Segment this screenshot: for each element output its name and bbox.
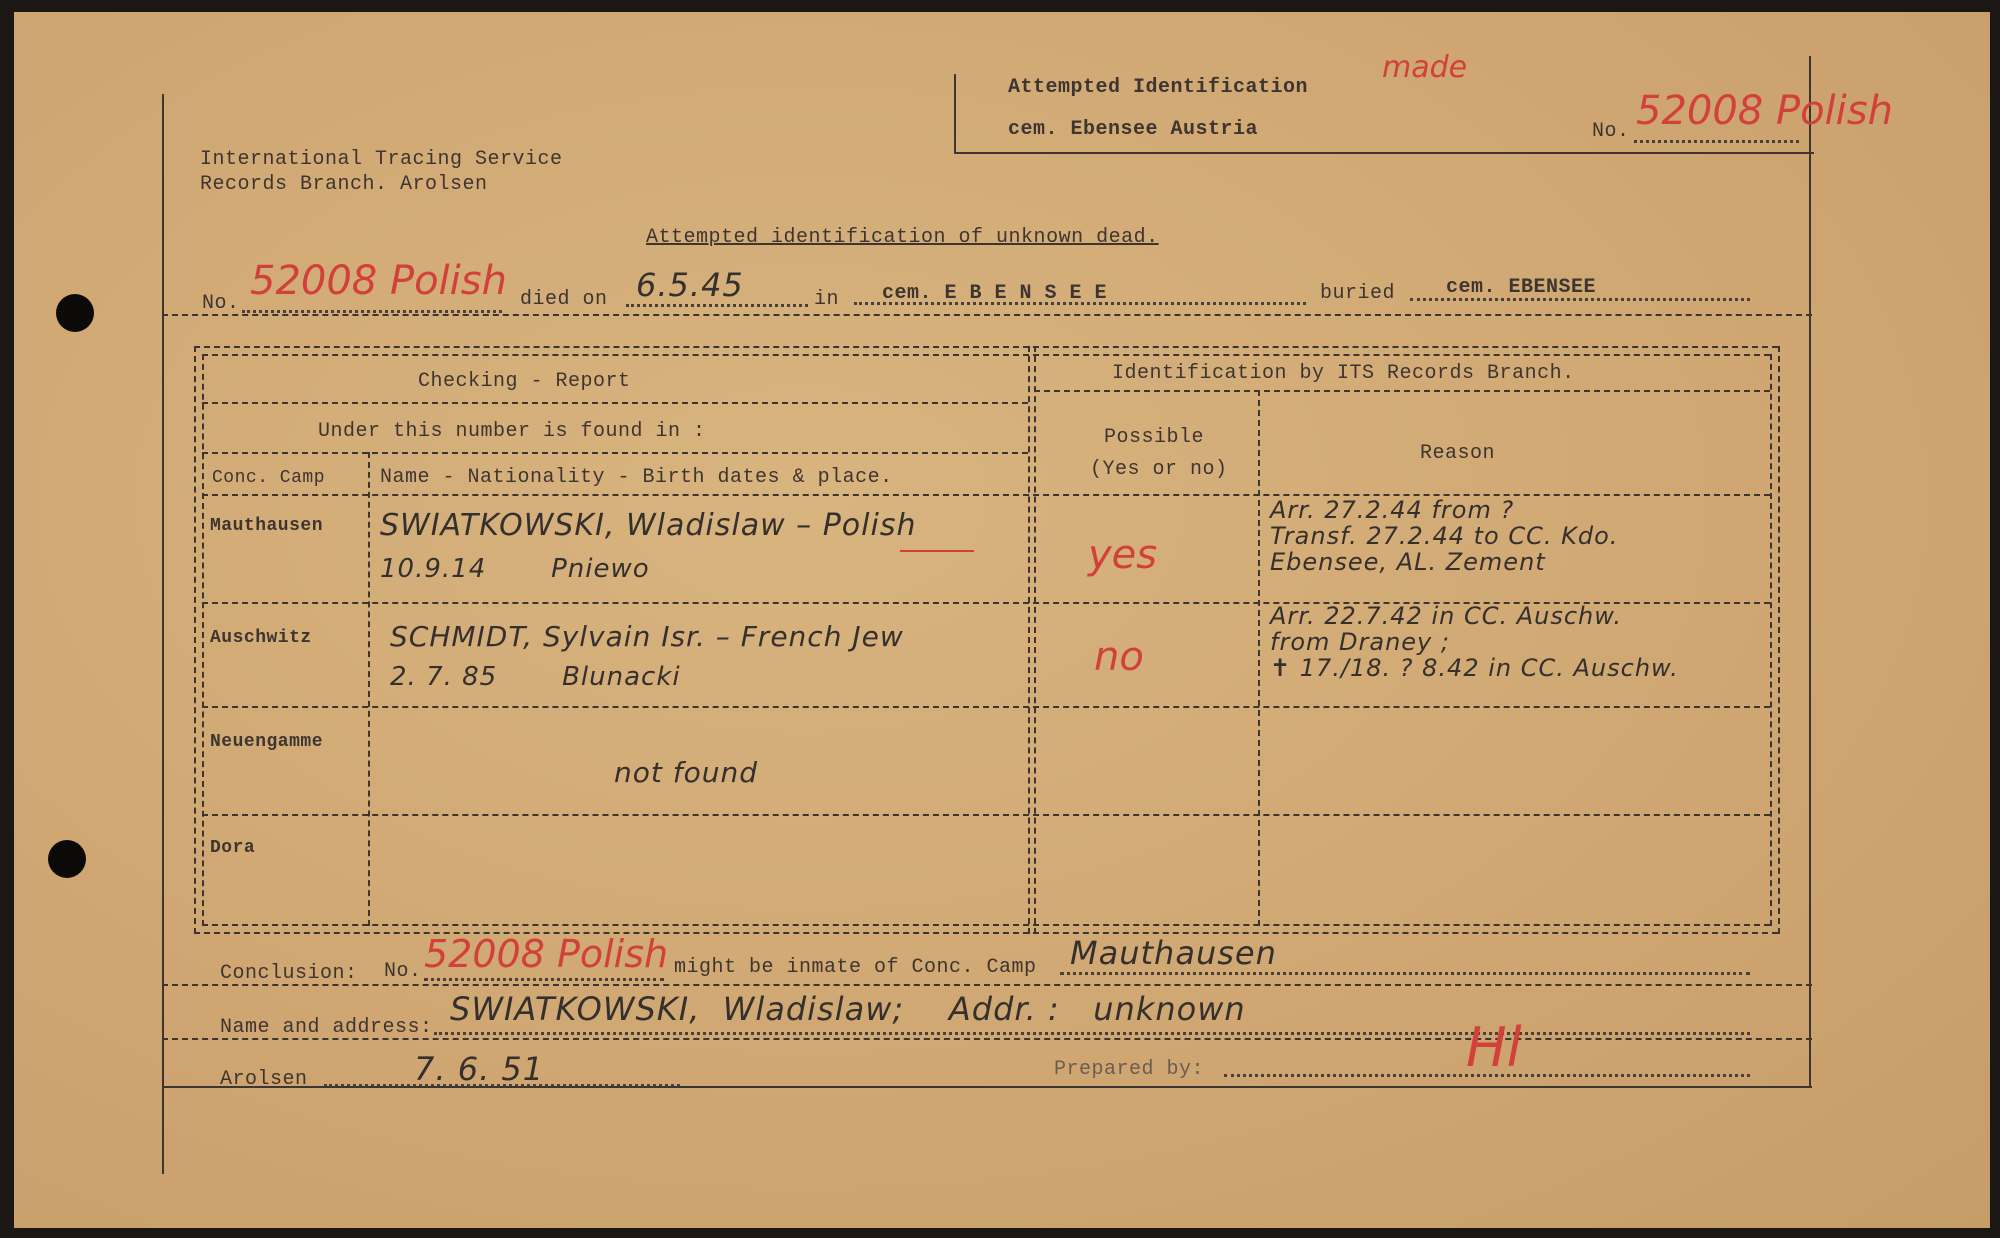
buried-value: cem. EBENSEE: [1446, 276, 1597, 299]
table-top: [194, 346, 1778, 348]
footer-rule: [162, 1086, 1812, 1088]
table-row-reason-3: ✝ 17./18. ? 8.42 in CC. Auschw.: [1270, 654, 1679, 682]
conclusion-no-label: No.: [384, 960, 422, 983]
row-line-ident: [1034, 390, 1770, 392]
died-on-label: died on: [520, 288, 608, 311]
col-possible-header-2: (Yes or no): [1090, 458, 1228, 481]
punch-hole-bottom: [48, 840, 86, 878]
row-line-6: [202, 814, 1770, 816]
table-right-outer: [1778, 346, 1780, 934]
table-bottom: [202, 924, 1770, 926]
table-row-name-line1: SCHMIDT, Sylvain Isr. – French Jew: [390, 620, 904, 653]
row-line-1: [202, 402, 1028, 404]
left-margin-line: [162, 94, 164, 1174]
under-this-number-header: Under this number is found in :: [318, 420, 706, 443]
col-sep-checking: [1028, 346, 1030, 934]
table-left-outer: [194, 346, 196, 934]
checking-report-header: Checking - Report: [418, 370, 631, 393]
table-row-reason-3: Ebensee, AL. Zement: [1270, 548, 1546, 576]
buried-label: buried: [1320, 282, 1396, 305]
header-no-label: No.: [1592, 120, 1630, 143]
name-address-dots: [434, 1032, 1750, 1035]
header-box-left: [954, 74, 956, 154]
table-row-reason-2: from Draney ;: [1270, 628, 1450, 656]
row-line-5: [202, 706, 1770, 708]
header-no-dots: [1634, 140, 1799, 143]
table-top-inner: [202, 354, 1770, 356]
its-line-1: International Tracing Service: [200, 148, 563, 171]
col-reason-header: Reason: [1420, 442, 1496, 465]
table-row-name-line2: 10.9.14 Pniewo: [380, 554, 650, 584]
col-name-header: Name - Nationality - Birth dates & place.: [380, 466, 893, 489]
died-on-value: 6.5.45: [636, 266, 744, 304]
right-margin-line: [1809, 56, 1811, 1088]
col-sep-possible: [1258, 390, 1260, 926]
row-line-2: [202, 452, 1028, 454]
identification-header: Identification by ITS Records Branch.: [1112, 362, 1575, 385]
table-row-camp: Mauthausen: [210, 516, 324, 536]
died-no-label: No.: [202, 292, 240, 315]
prepared-by-initials: Hl: [1466, 1016, 1522, 1079]
table-row-possible: yes: [1088, 532, 1158, 578]
table-row-name-line2: 2. 7. 85 Blunacki: [390, 662, 681, 692]
form-heading: Attempted identification of unknown dead.: [646, 226, 1159, 249]
table-row-camp: Auschwitz: [210, 628, 312, 648]
made-note: made: [1382, 50, 1468, 85]
punch-hole-top: [56, 294, 94, 332]
table-row-reason-1: Arr. 27.2.44 from ?: [1270, 496, 1515, 524]
footer-date-value: 7. 6. 51: [414, 1050, 545, 1088]
conclusion-rule: [162, 984, 1812, 986]
table-row-reason-1: Arr. 22.7.42 in CC. Auschw.: [1270, 602, 1622, 630]
table-row-camp: Neuengamme: [210, 732, 324, 752]
polish-underline: [900, 550, 974, 552]
header-box-bottom: [954, 152, 1814, 154]
table-row-camp: Dora: [210, 838, 256, 858]
conclusion-might-be: might be inmate of Conc. Camp: [674, 956, 1037, 979]
died-on-dots: [626, 304, 808, 307]
table-left: [202, 354, 204, 926]
name-address-label: Name and address:: [220, 1016, 433, 1039]
conclusion-no-value: 52008 Polish: [424, 932, 669, 976]
died-no-value: 52008 Polish: [250, 258, 507, 304]
table-row-possible: no: [1094, 634, 1144, 680]
cemetery-location: cem. Ebensee Austria: [1008, 118, 1259, 141]
died-no-dots: [242, 310, 502, 313]
header-no-value: 52008 Polish: [1636, 88, 1893, 134]
index-card: [14, 12, 1990, 1228]
table-row-name-line1: SWIATKOWSKI, Wladislaw – Polish: [380, 508, 917, 543]
attempted-identification-title: Attempted Identification: [1008, 76, 1309, 99]
col-sep-camp: [368, 452, 370, 926]
table-right: [1770, 354, 1772, 926]
in-value: cem. E B E N S E E: [882, 282, 1108, 305]
table-row-name-line1: not found: [614, 756, 759, 789]
col-possible-header-1: Possible: [1104, 426, 1205, 449]
conclusion-camp-value: Mauthausen: [1070, 934, 1277, 972]
died-row-rule: [162, 314, 1812, 316]
prepared-by-label: Prepared by:: [1054, 1058, 1205, 1081]
in-label: in: [814, 288, 840, 311]
col-sep-checking-2: [1034, 346, 1036, 934]
conclusion-label: Conclusion:: [220, 962, 358, 985]
name-address-rule: [162, 1038, 1812, 1040]
arolsen-label: Arolsen: [220, 1068, 308, 1091]
col-camp-header: Conc. Camp: [212, 468, 326, 488]
conclusion-no-dots: [424, 978, 664, 981]
its-line-2: Records Branch. Arolsen: [200, 173, 488, 196]
name-address-value: SWIATKOWSKI, Wladislaw; Addr. : unknown: [450, 990, 1246, 1028]
conclusion-camp-dots: [1060, 972, 1750, 975]
row-line-3: [202, 494, 1770, 496]
table-row-reason-2: Transf. 27.2.44 to CC. Kdo.: [1270, 522, 1619, 550]
